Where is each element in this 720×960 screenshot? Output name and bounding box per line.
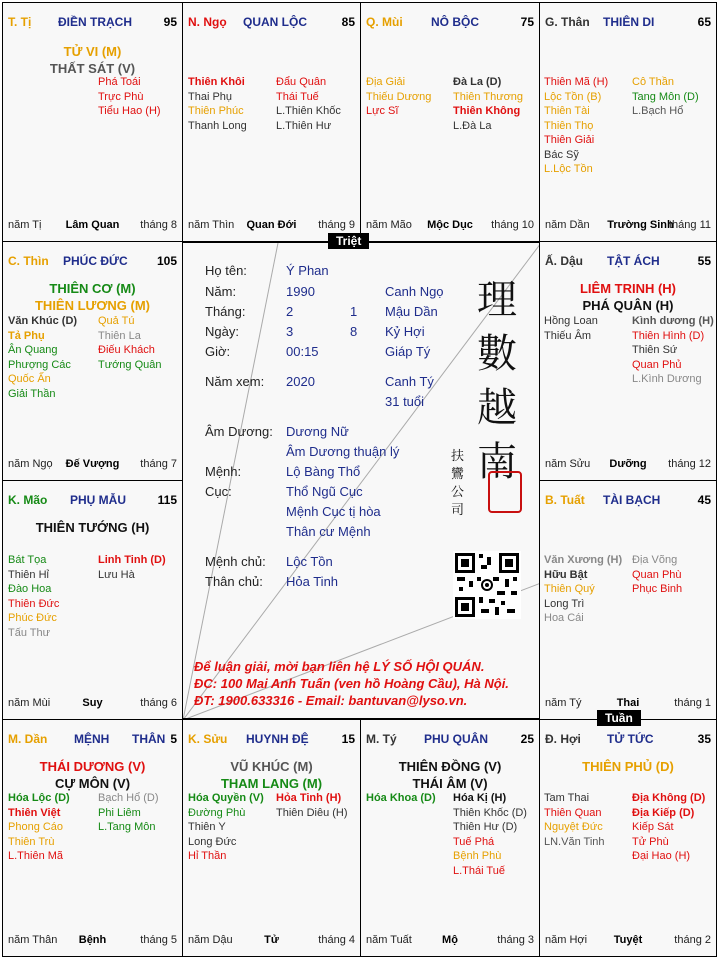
palace-number: 95 <box>163 15 177 29</box>
footer-stage: Đế Vượng <box>65 458 120 470</box>
name-label: Họ tên: <box>205 263 247 278</box>
minor-star: Tử Phù <box>632 835 669 848</box>
footer-stage: Mộ <box>442 934 458 946</box>
minor-star: L.Thiên Hư <box>276 119 332 132</box>
footer-year: năm Dần <box>545 219 590 231</box>
minor-star: Cô Thần <box>632 76 674 88</box>
minor-stars-right <box>276 791 348 820</box>
month-lunar: 2 <box>286 304 294 319</box>
main-star: THIÊN LƯƠNG (M) <box>34 298 151 313</box>
main-star: TỬ VI (M) <box>63 44 122 59</box>
minor-star: Đại Hao (H) <box>632 850 691 862</box>
minor-star: Thiên Phúc <box>188 105 244 117</box>
minor-stars-right <box>453 75 523 133</box>
minor-star: Thanh Long <box>188 119 247 132</box>
age-value: 31 tuổi <box>385 394 425 409</box>
footer-year: năm Tuất <box>366 934 412 946</box>
footer-year: năm Ngọ <box>8 458 53 470</box>
minor-star: Văn Khúc (D) <box>8 315 78 327</box>
minor-star: Đẩu Quân <box>276 76 327 88</box>
minor-star: Tả Phụ <box>8 329 45 342</box>
minor-star: Long Đức <box>188 835 237 848</box>
minor-star: L.Bạch Hổ <box>632 105 684 117</box>
footer-year: năm Sửu <box>545 458 591 470</box>
footer-month: tháng 7 <box>140 458 177 470</box>
footer-month: tháng 8 <box>140 219 177 231</box>
footer-month: tháng 11 <box>668 219 711 231</box>
minor-star: Đường Phù <box>188 806 246 819</box>
footer-stage: Quan Đới <box>246 219 297 231</box>
minor-star: Thai Phụ <box>188 90 233 103</box>
minor-star: Lộc Tồn (B) <box>544 90 602 103</box>
palace-number: 105 <box>156 254 177 268</box>
palace-dau <box>539 241 717 481</box>
day-solar: 8 <box>350 324 358 339</box>
contact-address: ĐC: 100 Mai Anh Tuấn (ven hồ Hoàng Cầu), Hà Nội. <box>194 676 509 691</box>
day-label: Ngày: <box>205 324 239 339</box>
minor-star: Thiên Khôi <box>188 76 245 88</box>
minor-star: Phong Cáo <box>8 821 64 833</box>
palace-than <box>539 2 717 242</box>
minor-star: L.Đà La <box>453 119 492 132</box>
palace-tuat <box>539 480 717 720</box>
minor-stars-right <box>98 791 159 835</box>
main-star: CỰ MÔN (V) <box>54 776 131 791</box>
calligraphy-char: 南 <box>477 439 517 485</box>
main-star: THẤT SÁT (V) <box>49 61 136 76</box>
amduong-label: Âm Dương: <box>205 424 273 439</box>
minor-star: Hóa Kị (H) <box>453 792 507 804</box>
cuc-value: Thổ Ngũ Cục <box>286 484 363 499</box>
minor-star: Quan Phù <box>632 568 682 581</box>
main-stars <box>3 43 182 77</box>
palace-position: M. Tý <box>366 732 397 746</box>
minor-star: Thiên La <box>98 329 141 342</box>
main-star: PHÁ QUÂN (H) <box>582 298 674 313</box>
main-stars <box>3 280 182 314</box>
main-stars <box>3 519 182 536</box>
footer-stage: Mộc Dục <box>427 219 473 231</box>
minor-stars-left <box>8 791 70 864</box>
palace-position: Q. Mùi <box>366 15 403 29</box>
main-star: LIÊM TRINH (H) <box>579 281 677 296</box>
amduong-relation: Âm Dương thuận lý <box>286 444 400 459</box>
minor-star: Hỉ Thần <box>188 850 227 862</box>
footer-stage: Tuyệt <box>613 934 643 946</box>
palace-number: 55 <box>697 254 711 268</box>
minor-star: Đào Hoa <box>8 583 52 595</box>
minor-star: Hóa Khoa (D) <box>366 792 436 804</box>
minor-star: L.Lộc Tồn <box>544 163 593 175</box>
minor-stars-left <box>366 791 436 806</box>
minor-star: Thiên Hình (D) <box>632 329 705 342</box>
palace-name: NÔ BỘC <box>431 15 479 29</box>
minor-stars-right <box>98 314 162 372</box>
palace-name: MỆNH <box>74 732 110 746</box>
minor-star: Thiên Quý <box>544 583 595 595</box>
minor-star: Quốc Ấn <box>8 373 51 385</box>
minor-star: Thiên Thương <box>453 90 524 103</box>
footer-month: tháng 5 <box>140 934 177 946</box>
palace-thin <box>2 241 183 481</box>
minor-stars-right <box>453 791 527 878</box>
minor-star: Thiên Hư (D) <box>453 821 518 833</box>
palace-position: B. Tuất <box>545 493 585 507</box>
palace-name: HUYNH ĐỆ <box>246 732 309 746</box>
minor-star: Lưu Hà <box>98 568 135 581</box>
minor-star: Đà La (D) <box>453 76 502 88</box>
footer-stage: Bệnh <box>78 934 107 946</box>
palace-position: C. Thìn <box>8 254 49 268</box>
hour-value: 00:15 <box>286 344 319 359</box>
minor-star: Trực Phù <box>98 90 144 103</box>
footer-stage: Trường Sinh <box>607 219 674 231</box>
minor-stars-left <box>8 314 77 401</box>
minor-star: Thiếu Âm <box>544 329 592 342</box>
palace-name: PHỤ MẪU <box>70 493 126 507</box>
minor-star: Thiếu Dương <box>366 90 432 103</box>
tuan-marker: Tuần <box>597 710 641 726</box>
minor-stars-left <box>366 75 431 119</box>
minor-stars-right <box>632 553 682 597</box>
menh-label: Mệnh: <box>205 464 242 479</box>
minor-star: Quan Phủ <box>632 358 682 371</box>
main-star: VŨ KHÚC (M) <box>230 759 313 774</box>
minor-star: Tuế Phá <box>453 835 495 848</box>
contact-line: Để luận giải, mời bạn liên hệ LÝ SỐ HỘI QUÁN. <box>194 659 485 674</box>
palace-number: 35 <box>697 732 711 746</box>
palace-position: K. Sửu <box>188 732 228 746</box>
minor-star: Bát Tọa <box>8 554 47 566</box>
main-star: THIÊN PHỦ (D) <box>582 759 674 774</box>
minor-star: Thiên Trù <box>8 835 55 848</box>
palace-number: 25 <box>520 732 534 746</box>
palace-name: TỬ TỨC <box>607 732 654 746</box>
palace-number: 115 <box>157 493 177 507</box>
minor-star: Phượng Các <box>8 358 71 371</box>
minor-stars-left <box>544 75 608 177</box>
minor-star: Bác Sỹ <box>544 148 579 161</box>
day-canchi: Kỷ Hợi <box>385 324 425 339</box>
minor-star: LN.Văn Tinh <box>544 835 605 848</box>
menhchu-label: Mệnh chủ: <box>205 554 266 569</box>
minor-stars-left <box>544 791 605 849</box>
thanchu-label: Thân chủ: <box>205 574 263 589</box>
minor-stars-right <box>276 75 341 133</box>
minor-star: Thiên Không <box>453 105 521 117</box>
footer-month: tháng 12 <box>668 458 711 470</box>
minor-star: Điếu Khách <box>98 344 155 356</box>
minor-star: Nguyệt Đức <box>544 821 603 833</box>
palace-position: G. Thân <box>545 15 590 29</box>
footer-stage: Suy <box>82 697 103 709</box>
main-star: THÁI DƯƠNG (V) <box>39 759 146 774</box>
year-label: Năm: <box>205 284 237 299</box>
minor-star: Văn Xương (H) <box>544 554 623 566</box>
footer-month: tháng 9 <box>318 219 355 231</box>
main-stars <box>540 280 716 314</box>
minor-star: Hồng Loan <box>544 315 598 327</box>
minor-star: Thiên Diêu (H) <box>276 806 348 819</box>
red-seal <box>488 471 522 513</box>
year-canchi: Canh Ngọ <box>385 284 444 299</box>
footer-year: năm Tị <box>8 219 42 231</box>
minor-star: Địa Kiếp (D) <box>632 806 695 819</box>
minor-star: Hóa Lộc (D) <box>8 792 70 804</box>
cuc-label: Cục: <box>205 484 232 499</box>
minor-stars-right <box>632 75 699 119</box>
minor-star: Lực Sĩ <box>366 105 399 117</box>
palace-name: TÀI BẠCH <box>603 493 661 507</box>
triet-marker: Triệt <box>328 233 369 249</box>
footer-year: năm Dậu <box>188 934 233 946</box>
thanchu-value: Hỏa Tinh <box>286 574 339 589</box>
palace-hoi <box>539 719 717 957</box>
footer-year: năm Mùi <box>8 697 51 709</box>
amduong-value: Dương Nữ <box>286 424 349 439</box>
minor-star: Địa Võng <box>632 554 678 566</box>
minor-stars-left <box>544 314 598 343</box>
palace-name: PHÚC ĐỨC <box>63 254 128 268</box>
palace-position: T. Tị <box>8 15 32 29</box>
minor-stars-left <box>188 75 247 133</box>
seal-side-text: 扶 鸞 公 司 <box>451 449 465 518</box>
menh-value: Lộ Bàng Thổ <box>286 464 361 479</box>
hour-label: Giờ: <box>205 344 231 359</box>
minor-star: Bệnh Phù <box>453 850 502 862</box>
palace-name: ĐIỀN TRẠCH <box>58 15 132 29</box>
minor-star: Phá Toái <box>98 76 141 88</box>
main-stars <box>540 758 716 775</box>
footer-stage: Dưỡng <box>609 458 647 470</box>
minor-star: Thiên Khốc (D) <box>453 806 527 819</box>
minor-stars-right <box>632 314 714 387</box>
minor-star: L.Kình Dương <box>632 373 702 385</box>
palace-number: 15 <box>341 732 355 746</box>
minor-star: Hữu Bật <box>544 568 588 581</box>
palace-name: THIÊN DI <box>603 15 655 29</box>
palace-number: 65 <box>697 15 711 29</box>
footer-month: tháng 6 <box>140 697 177 709</box>
than-position: Thân cư Mệnh <box>286 524 371 539</box>
month-solar: 1 <box>350 304 358 319</box>
main-star: THIÊN TƯỚNG (H) <box>35 520 150 535</box>
minor-star: Thiên Mã (H) <box>544 76 609 88</box>
month-canchi: Mậu Dần <box>385 304 438 319</box>
palace-ti <box>2 2 183 242</box>
minor-star: Hỏa Tinh (H) <box>276 792 342 804</box>
footer-month: tháng 1 <box>674 697 711 709</box>
main-stars <box>3 758 182 792</box>
minor-star: Phúc Đức <box>8 612 57 624</box>
minor-star: Thiên Đức <box>8 597 60 610</box>
palace-number: 45 <box>697 493 711 507</box>
footer-month: tháng 2 <box>674 934 711 946</box>
palace-number: 5 <box>170 732 177 746</box>
minor-star: Tang Môn (D) <box>632 90 699 103</box>
minor-star: L.Tang Môn <box>98 821 156 833</box>
menhchu-value: Lộc Tồn <box>286 554 333 569</box>
footer-stage: Lâm Quan <box>65 219 120 231</box>
footer-year: năm Thìn <box>188 219 235 231</box>
qr-code <box>453 551 521 619</box>
day-lunar: 3 <box>286 324 294 339</box>
palace-position: K. Mão <box>8 493 48 507</box>
name-value: Ý Phan <box>286 263 329 278</box>
minor-star: Địa Giải <box>366 76 406 88</box>
footer-year: năm Tý <box>545 697 582 709</box>
palace-name: TẬT ÁCH <box>607 254 660 268</box>
footer-year: năm Mão <box>366 219 412 231</box>
palace-mao <box>2 480 183 720</box>
minor-star: Long Trì <box>544 597 585 610</box>
minor-star: Thiên Hỉ <box>8 568 49 581</box>
minor-star: Giải Thần <box>8 387 56 400</box>
minor-star: Hóa Quyền (V) <box>188 792 264 804</box>
minor-star: Kiếp Sát <box>632 821 674 833</box>
minor-star: Phục Binh <box>632 583 683 595</box>
main-stars <box>183 758 360 792</box>
footer-month: tháng 10 <box>491 219 534 231</box>
view-year-value: 2020 <box>286 374 315 389</box>
minor-stars-left <box>8 553 59 640</box>
palace-mui <box>360 2 540 242</box>
view-year-canchi: Canh Tý <box>385 374 434 389</box>
palace-position: Đ. Hợi <box>545 732 581 746</box>
contact-phone-email: ĐT: 1900.633316 - Email: bantuvan@lyso.vn. <box>194 693 468 708</box>
minor-star: Thiên Tài <box>544 105 590 117</box>
minor-stars-right <box>98 553 166 582</box>
minor-star: Thiên Sứ <box>632 344 678 356</box>
palace-name: PHU QUÂN <box>424 732 489 746</box>
calligraphy-logo <box>473 273 521 489</box>
view-year-label: Năm xem: <box>205 374 265 389</box>
footer-year: năm Thân <box>8 934 58 946</box>
minor-star: L.Thiên Mã <box>8 850 64 862</box>
minor-star: Phi Liêm <box>98 806 141 819</box>
minor-star: Kình dương (H) <box>632 315 714 327</box>
minor-star: Thiên Thọ <box>544 119 594 132</box>
minor-star: Tướng Quân <box>98 358 162 371</box>
main-star: THÁI ÂM (V) <box>412 776 488 791</box>
palace-position: Ấ. Dậu <box>545 254 584 268</box>
palace-suu <box>182 719 361 957</box>
palace-number: 85 <box>341 15 355 29</box>
main-stars <box>361 758 539 792</box>
minor-star: Tiểu Hao (H) <box>98 105 161 117</box>
minor-stars-left <box>544 553 622 626</box>
palace-position: M. Dần <box>8 732 48 746</box>
minor-star: Tấu Thư <box>8 626 51 639</box>
palace-dan <box>2 719 183 957</box>
palace-position: N. Ngọ <box>188 15 227 29</box>
minor-star: L.Thiên Khốc <box>276 105 341 117</box>
footer-stage: Thai <box>616 697 640 709</box>
footer-stage: Tử <box>264 934 279 946</box>
calligraphy-char: 越 <box>477 385 517 431</box>
minor-star: Quả Tú <box>98 315 135 327</box>
calligraphy-char: 理 <box>477 277 517 323</box>
month-label: Tháng: <box>205 304 246 319</box>
main-star: THIÊN ĐỒNG (V) <box>398 759 502 774</box>
minor-star: Thiên Quan <box>544 806 602 819</box>
minor-star: Bạch Hổ (D) <box>98 792 159 804</box>
minor-stars-right <box>632 791 705 864</box>
palace-extra: THÂN <box>132 732 166 746</box>
minor-star: Thiên Giải <box>544 134 595 146</box>
calligraphy-char: 數 <box>477 331 517 377</box>
minor-star: Thiên Việt <box>8 806 61 819</box>
minor-star: Thiên Y <box>188 821 226 833</box>
minor-stars-left <box>188 791 264 864</box>
main-star: THAM LANG (M) <box>220 776 323 791</box>
footer-month: tháng 4 <box>318 934 355 946</box>
hour-canchi: Giáp Tý <box>385 344 431 359</box>
minor-stars-right <box>98 75 161 119</box>
minor-star: Linh Tinh (D) <box>98 554 166 566</box>
center-info-panel <box>182 242 540 719</box>
palace-ty <box>360 719 540 957</box>
year-value: 1990 <box>286 284 315 299</box>
main-star: THIÊN CƠ (M) <box>49 281 136 296</box>
footer-month: tháng 3 <box>497 934 534 946</box>
palace-ngo <box>182 2 361 242</box>
minor-star: Ân Quang <box>8 344 58 356</box>
minor-star: Hoa Cái <box>544 612 584 624</box>
minor-star: L.Thái Tuế <box>453 864 505 877</box>
minor-star: Tam Thai <box>544 792 590 804</box>
tuvi-chart <box>2 2 717 957</box>
palace-name: QUAN LỘC <box>243 15 307 29</box>
minor-star: Thái Tuế <box>276 90 319 103</box>
cuc-relation: Mệnh Cục tị hòa <box>286 504 381 519</box>
palace-number: 75 <box>520 15 534 29</box>
footer-year: năm Hợi <box>545 934 588 946</box>
minor-star: Địa Không (D) <box>632 792 706 804</box>
